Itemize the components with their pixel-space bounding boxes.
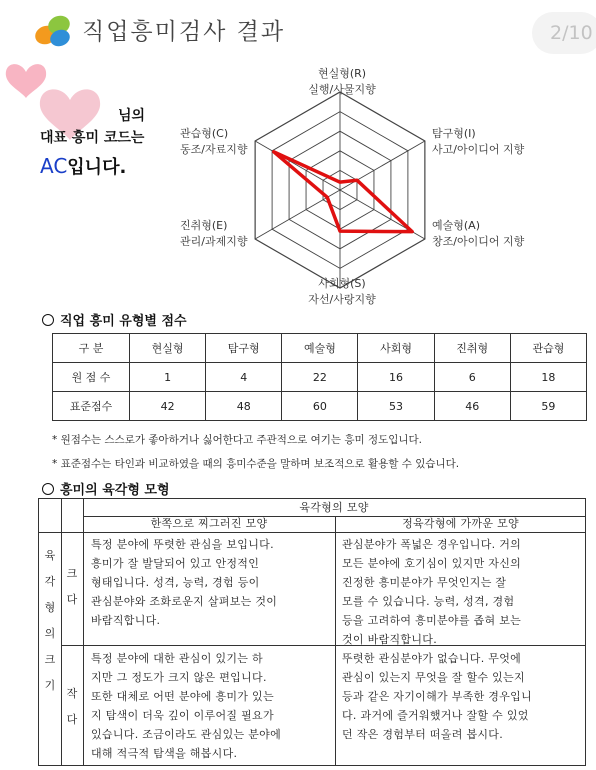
app-logo-icon [32,10,74,52]
hex-model-cell-large-right: 관심분야가 폭넓은 경우입니다. 거의 모든 분야에 호기심이 있지만 자신의 진정한 흥미분야가 무엇인지는 잘 모를 수 있습니다. 능력, 성격, 경험 등을 고려하여 흥미분야를 좁혀 보는 것이 바람직합니다. [342,538,522,646]
hex-model-row-small-label: 작 다 [66,687,78,726]
table-header-cell: 예술형 [282,334,358,363]
hex-model-cell-small-left: 특정 분야에 대한 관심이 있기는 하 지만 그 정도가 크지 않은 편입니다. 또한 대체로 어떤 분야에 흥미가 있는 지 탐색이 더욱 깊이 이루어질 필요가 있습니다. 조금이라도 관심있는 분야에 대해 적극적 탐색을 해봅시다. [91,652,282,760]
hex-label-investigative: 탐구형(I) 사고/아이디어 지향 [432,127,525,156]
hex-model-cell-small-right: 뚜렷한 관심분야가 없습니다. 무엇에 관심이 있는지 무엇을 잘 할수 있는지 등과 같은 자기이해가 부족한 경우입니 다. 과거에 즐거워했거나 잘할 수 있었 던 작은 경험부터 떠올려 봅시다. [342,652,533,741]
table-header-cell: 구 분 [53,334,130,363]
table-cell: 22 [282,363,358,392]
hex-label-enterprising: 진취형(E) 관리/과제지향 [180,219,248,248]
page-indicator[interactable]: 2/10 [532,12,596,54]
hexagon-axis [340,141,425,190]
summary-name-suffix: 님의 [118,108,146,124]
table-row-standard-score [53,392,587,421]
table-header-cell: 현실형 [130,334,206,363]
hex-label-social: 사회형(S) 자선/사랑지향 [308,277,376,306]
summary-line3: 입니다. [67,157,127,178]
table-header-cell: 진취형 [434,334,510,363]
table-header-cell: 관습형 [510,334,586,363]
hex-model-cell-large-left: 특정 분야에 뚜렷한 관심을 보입니다. 흥미가 잘 발달되어 있고 안정적인 형태입니다. 성격, 능력, 경험 등이 관심분야와 조화로운지 살펴보는 것이 바람직합니다. [91,538,278,627]
page-title: 직업흥미검사 결과 [82,19,286,45]
table-cell: 48 [206,392,282,421]
circle-bullet-icon [42,483,54,495]
hex-model-section-title: 흥미의 육각형 모형 [42,479,170,498]
scores-section-title: 직업 흥미 유형별 점수 [42,310,187,329]
interest-code: AC [40,154,68,178]
table-cell: 46 [434,392,510,421]
table-cell: 표준점수 [53,392,130,421]
table-cell: 4 [206,363,282,392]
table-cell: 원 점 수 [53,363,130,392]
table-header-cell: 사회형 [358,334,434,363]
hex-model-col-left: 한쪽으로 찌그러진 모양 [150,517,268,530]
table-cell: 16 [358,363,434,392]
hexagon-chart [0,62,596,312]
score-note-standard: * 표준점수는 타인과 비교하였을 때의 흥미수준을 말하며 보조적으로 활용할 수 있습니다. [52,458,460,470]
hex-label-artistic: 예술형(A) 창조/아이디어 지향 [432,219,525,248]
table-cell: 53 [358,392,434,421]
hex-model-table [38,498,586,766]
hexagon-axis [255,141,340,190]
table-cell: 60 [282,392,358,421]
hex-model-row-large-label: 크 다 [66,567,78,606]
table-row-raw-score [53,363,587,392]
summary-line2: 대표 흥미 코드는 [40,130,145,146]
table-cell: 59 [510,392,586,421]
table-cell: 1 [130,363,206,392]
hex-label-conventional: 관습형(C) 동조/자료지향 [180,127,248,156]
score-note-raw: * 원점수는 스스로가 좋아하거나 싫어한다고 주관적으로 여기는 흥미 정도입니다. [52,434,423,446]
table-cell: 18 [510,363,586,392]
table-cell: 6 [434,363,510,392]
table-header-cell: 탐구형 [206,334,282,363]
hex-model-top-header: 육각형의 모양 [299,501,369,514]
hex-model-row-group-label: 육 각 형 의 크 기 [44,549,56,692]
hex-model-col-right: 정육각형에 가까운 모양 [402,517,519,530]
table-header-row [53,334,587,363]
circle-bullet-icon [42,314,54,326]
hexagon-svg [0,62,596,312]
table-cell: 42 [130,392,206,421]
hex-label-realistic: 현실형(R) 실행/사물지향 [308,67,376,96]
scores-table [52,333,587,421]
